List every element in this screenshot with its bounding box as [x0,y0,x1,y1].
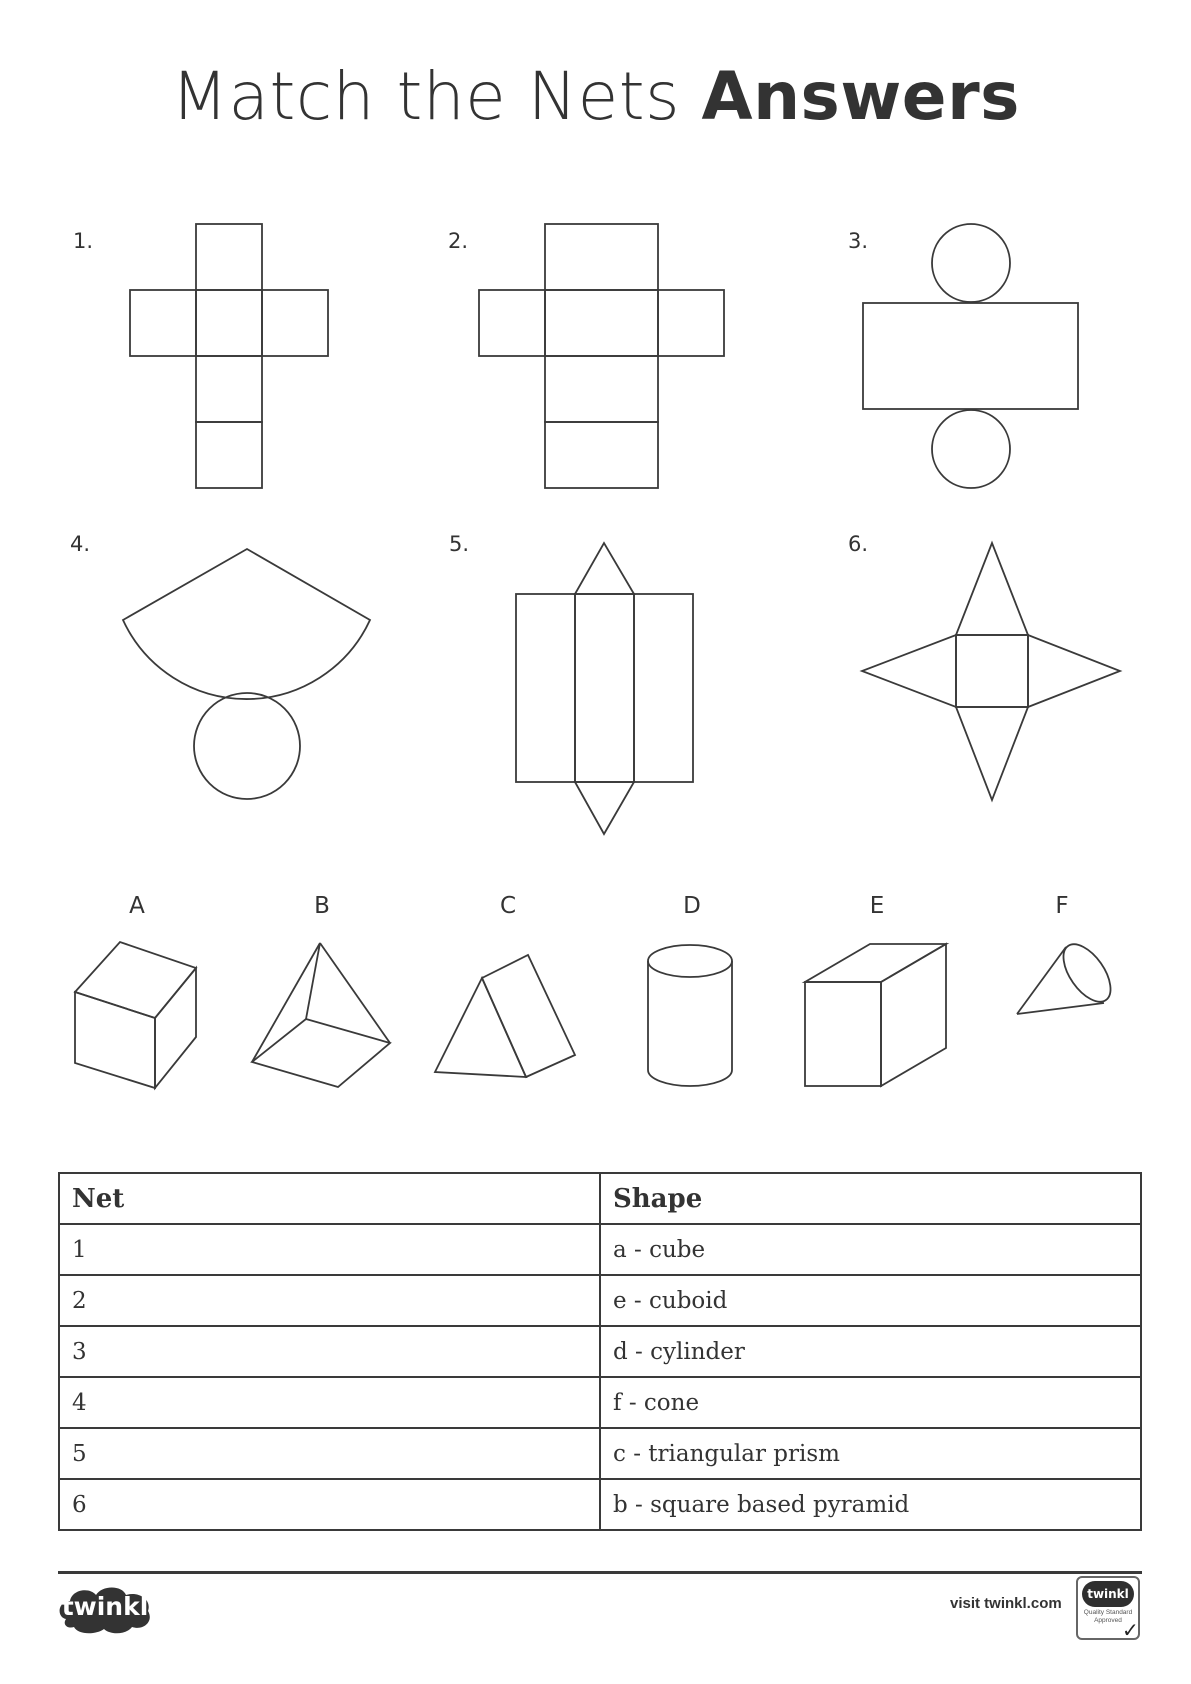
table-row [59,1275,1141,1326]
solid-b-pyramid [252,943,390,1087]
table-row [59,1377,1141,1428]
footer-divider [58,1571,1142,1574]
table-row [59,1224,1141,1275]
solid-letter-d: D [683,893,701,919]
quality-badge [1076,1576,1140,1640]
table-row [59,1326,1141,1377]
visit-link[interactable]: visit twinkl.com [950,1595,1062,1612]
twinkl-logo-text: twinkl [61,1592,149,1621]
net-3-cylinder [863,224,1078,488]
shape-cell: e - cuboid [600,1275,1141,1326]
header-net: Net [59,1173,600,1224]
title-bold: Answers [701,58,1020,135]
net-cell: 2 [59,1275,600,1326]
net-4-cone [123,549,370,799]
solid-e-cuboid [805,944,946,1086]
table-row [59,1428,1141,1479]
net-label-4: 4. [70,532,91,556]
title-regular: Match the Nets [171,58,680,135]
solid-a-cube [75,942,196,1088]
net-cell: 5 [59,1428,600,1479]
shape-cell: b - square based pyramid [600,1479,1141,1530]
solid-f-cone [1017,936,1120,1014]
net-5-triangular-prism [516,543,693,834]
net-cell: 6 [59,1479,600,1530]
table-row [59,1479,1141,1530]
solid-c-prism [435,955,575,1077]
table-header-row [59,1173,1141,1224]
net-2-cuboid [479,224,724,488]
shape-cell: c - triangular prism [600,1428,1141,1479]
check-icon: ✓ [1122,1618,1139,1642]
net-1-cube [130,224,328,488]
badge-text: Quality Standard Approved [1083,1609,1133,1624]
shape-cell: d - cylinder [600,1326,1141,1377]
net-label-6: 6. [848,532,869,556]
solid-letter-e: E [869,893,885,919]
answers-table [58,1172,1142,1531]
solid-letter-c: C [499,893,517,919]
solid-letter-f: F [1055,893,1069,919]
net-label-2: 2. [448,229,469,253]
solid-letter-a: A [129,893,145,919]
net-label-1: 1. [73,229,94,253]
solid-d-cylinder [648,945,732,1086]
net-6-square-pyramid [862,543,1120,800]
shape-cell: a - cube [600,1224,1141,1275]
net-cell: 4 [59,1377,600,1428]
net-cell: 1 [59,1224,600,1275]
net-cell: 3 [59,1326,600,1377]
net-label-5: 5. [449,532,470,556]
header-shape: Shape [600,1173,1141,1224]
net-label-3: 3. [848,229,869,253]
shape-cell: f - cone [600,1377,1141,1428]
solid-letter-b: B [314,893,330,919]
badge-logo: twinkl [1082,1581,1134,1607]
